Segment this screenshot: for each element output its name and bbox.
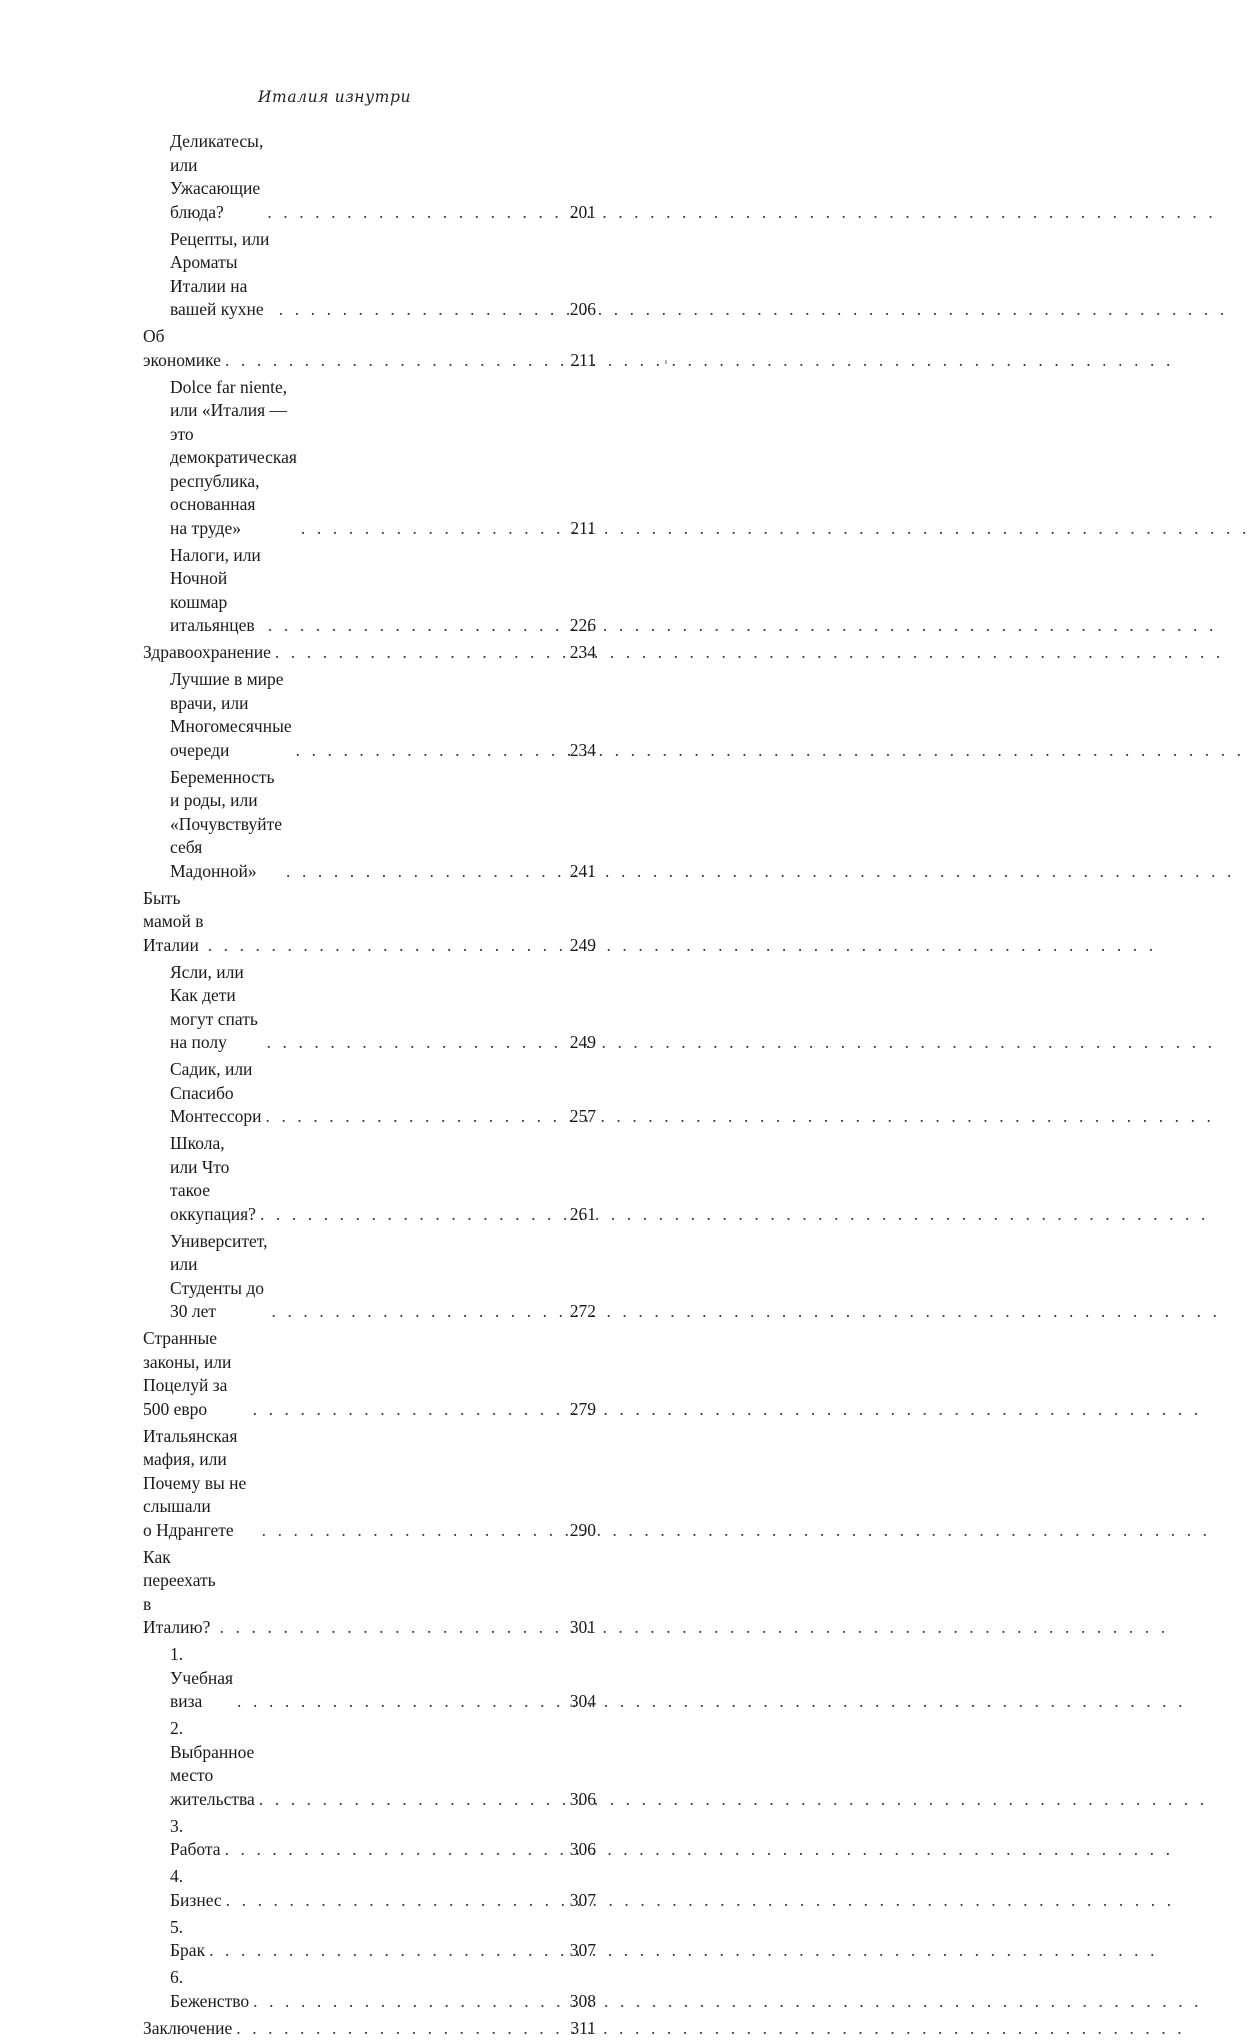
toc-section-title: Здравоохранение xyxy=(143,642,271,662)
toc-leader-dots xyxy=(253,1990,562,2014)
toc-entry xyxy=(143,668,596,762)
toc-leader-dots xyxy=(268,614,562,638)
toc-entry xyxy=(143,1058,596,1129)
toc-entry-page: 304 xyxy=(569,1691,596,1711)
toc-entry xyxy=(143,961,596,1055)
toc-entry-page: 306 xyxy=(569,1788,596,1809)
toc-section xyxy=(143,2017,596,2041)
toc-section xyxy=(143,1425,596,1543)
toc-entry-page: 307 xyxy=(569,1940,596,1960)
toc-leader-dots xyxy=(253,1398,562,1422)
toc-entry-title: 4. Бизнес xyxy=(170,1866,222,1910)
page-edge-mark: ˌ xyxy=(664,350,668,366)
toc-section-page: 211 xyxy=(570,349,596,370)
toc-entry-page: 241 xyxy=(569,860,596,881)
toc-leader-dots xyxy=(267,201,562,225)
toc-entry-title: Деликатесы, или Ужасающие блюда? xyxy=(170,131,264,222)
toc-section xyxy=(143,1546,596,1640)
toc-entry-page: 234 xyxy=(569,739,596,760)
toc-entry-title: Университет, или Студенты до 30 лет xyxy=(170,1230,268,1321)
toc-entry-title: Беременность и роды, или «Почувствуйте себя Мадонной» xyxy=(170,766,283,881)
toc-entry-title: Садик, или Спасибо Монтессори xyxy=(170,1059,262,1126)
toc-section-page: 279 xyxy=(569,1398,596,1419)
toc-section-title: Странные законы, или Поцелуй за 500 евро xyxy=(143,1328,232,1419)
toc-entry xyxy=(143,130,596,224)
toc-leader-dots xyxy=(259,1788,562,1812)
toc-leader-dots xyxy=(208,934,562,958)
toc-entry xyxy=(143,544,596,638)
toc-entry-title: 5. Брак xyxy=(170,1916,206,1960)
toc-section-title: Как переехать в Италию? xyxy=(143,1546,216,1637)
toc-entry xyxy=(143,1815,596,1862)
toc-section xyxy=(143,1327,596,1421)
toc-section-page: 301 xyxy=(569,1617,596,1637)
toc-entry-page: 226 xyxy=(569,615,596,635)
toc-entry xyxy=(143,1132,596,1226)
toc-entry-page: 249 xyxy=(569,1032,596,1052)
toc-entry xyxy=(143,1966,596,2013)
toc-entry xyxy=(143,1643,596,1714)
toc-section xyxy=(143,641,596,665)
toc-leader-dots xyxy=(272,1300,562,1324)
toc-entry-title: Dolce far niente, или «Италия — это демократическая республика, основанная на труде» xyxy=(170,376,297,538)
toc-leader-dots xyxy=(301,517,562,541)
toc-entry xyxy=(143,766,596,884)
toc-entry-title: Ясли, или Как дети могут спать на полу xyxy=(170,961,258,1052)
toc-entry-title: Школа, или Что такое оккупация? xyxy=(170,1133,256,1224)
toc-entry-page: 201 xyxy=(569,201,596,222)
toc-entry-title: 6. Беженство xyxy=(170,1967,250,2011)
toc-section-title: Заключение xyxy=(143,2017,233,2038)
toc-section-title: Быть мамой в Италии xyxy=(143,887,204,955)
toc-entry-title: 3. Работа xyxy=(170,1815,221,1859)
toc-leader-dots xyxy=(237,1690,562,1714)
toc-section-page: 311 xyxy=(570,2017,596,2038)
toc-leader-dots xyxy=(286,860,562,884)
running-title: Италия изнутри xyxy=(257,88,412,106)
toc-entry-title: 2. Выбранное место жительства xyxy=(170,1718,255,1809)
toc-section-page: 290 xyxy=(569,1519,596,1540)
toc-section-title: Об экономике xyxy=(143,326,221,370)
toc-entry-page: 211 xyxy=(570,517,596,538)
toc-entry-title: Налоги, или Ночной кошмар итальянцев xyxy=(170,544,261,635)
toc-leader-dots xyxy=(209,1939,562,1963)
toc-entry-page: 308 xyxy=(569,1990,596,2011)
toc-leader-dots xyxy=(279,298,562,322)
toc-leader-dots xyxy=(275,641,562,665)
toc-section-title: Итальянская мафия, или Почему вы не слышали о Ндрангете xyxy=(143,1425,247,1540)
toc-leader-dots xyxy=(226,1889,562,1913)
toc-entry-title: Лучшие в мире врачи, или Многомесячные очереди xyxy=(170,669,292,760)
toc-entry-page: 307 xyxy=(569,1889,596,1910)
toc-entry xyxy=(143,1230,596,1324)
toc-entry xyxy=(143,1916,596,1963)
toc-entry-page: 306 xyxy=(569,1839,596,1859)
toc-entry xyxy=(143,1865,596,1912)
toc-entry xyxy=(143,228,596,322)
toc-leader-dots xyxy=(220,1616,562,1640)
toc-entry-title: Рецепты, или Ароматы Италии на вашей кухне xyxy=(170,228,270,319)
toc-leader-dots xyxy=(225,1838,562,1862)
table-of-contents xyxy=(143,130,596,2044)
toc-entry-page: 206 xyxy=(569,299,596,319)
toc-section-page: 249 xyxy=(569,934,596,955)
toc-entry xyxy=(143,1717,596,1811)
toc-entry-title: 1. Учебная виза xyxy=(170,1644,234,1711)
toc-leader-dots xyxy=(262,1519,562,1543)
toc-entry-page: 257 xyxy=(569,1106,596,1126)
toc-section xyxy=(143,325,596,372)
toc-leader-dots xyxy=(266,1105,563,1129)
toc-leader-dots xyxy=(236,2017,562,2041)
toc-entry xyxy=(143,376,596,541)
toc-entry-page: 261 xyxy=(569,1203,596,1224)
toc-leader-dots xyxy=(296,739,562,763)
toc-entry-page: 272 xyxy=(569,1301,596,1321)
toc-leader-dots xyxy=(260,1203,562,1227)
toc-section-page: 234 xyxy=(569,642,596,662)
toc-section xyxy=(143,887,596,958)
toc-leader-dots xyxy=(225,349,562,373)
toc-leader-dots xyxy=(267,1031,562,1055)
